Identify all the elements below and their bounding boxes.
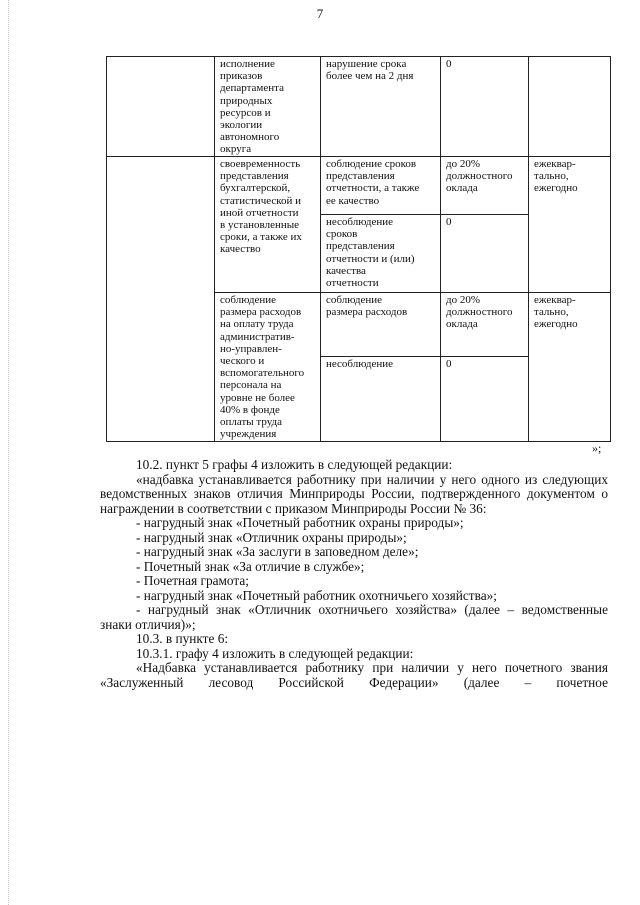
table-row [107,157,611,215]
table-cell: до 20% должностного оклада [441,293,529,357]
table-closing-mark: »; [592,441,602,455]
table-cell [529,57,611,157]
table-cell: 0 [441,57,529,157]
table-cell: несоблюдение [321,357,441,442]
list-item: - нагрудный знак «За заслуги в заповедном деле»; [136,544,419,559]
list-item: - нагрудный знак «Почетный работник охраны природы»; [136,515,464,530]
list-item: - нагрудный знак «Отличник охраны природы»; [136,529,407,545]
list-item: - нагрудный знак «Почетный работник охотничьего хозяйства»; [136,587,497,603]
list-item: - нагрудный знак «Отличник охотничьего хозяйства» (далее – ведомственные знаки отличия)»; [100,602,608,632]
table-cell: соблюдение сроков представления отчетности, а также ее качество [321,157,441,215]
table-cell: нарушение срока более чем на 2 дня [321,57,441,157]
table-cell: 0 [441,357,529,442]
list-item: - Почетная грамота; [136,573,249,588]
page-number: 7 [316,6,324,21]
table-cell: соблюдение размера расходов на оплату труда административ- но-управлен- ческого и вспомогательного персонала на уровне не более 40% в фонде оплаты труда учреждения [215,293,321,442]
paragraph: «надбавка устанавливается работнику при наличии у него одного из следующих ведомственных знаков отличия Минприроды России, подтвержденного документом о награждении в соответствии с приказом Минприроды России № 36: [100,471,608,516]
paragraph: 10.2. пункт 5 графы 4 изложить в следующей редакции: [136,457,453,472]
table-cell: до 20% должностного оклада [441,157,529,215]
paragraph: 10.3. в пункте 6: [136,631,229,646]
table-cell [107,157,215,442]
table-cell: ежеквар- тально, ежегодно [529,157,611,293]
list-item: - Почетный знак «За отличие в службе»; [136,558,365,574]
paragraph: 10.3.1. графу 4 изложить в следующей редакции: [136,645,414,661]
scan-margin-line [8,0,10,905]
table-cell: исполнение приказов департамента природных ресурсов и экологии автономного округа [215,57,321,157]
table-cell [107,57,215,157]
table-cell: своевременность представления бухгалтерской, статистической и иной отчетности в установленные сроки, а также их качество [215,157,321,293]
criteria-table [106,56,611,442]
table-cell: 0 [441,215,529,293]
paragraph: «Надбавка устанавливается работнику при наличии у него почетного звания «Заслуженный лесовод Российской Федерации» (далее – почетное [100,660,608,690]
document-body [100,458,608,690]
table-cell: соблюдение размера расходов [321,293,441,357]
table-cell: несоблюдение сроков представления отчетности и (или) качества отчетности [321,215,441,293]
table-row [107,57,611,157]
table-cell: ежеквар- тально, ежегодно [529,293,611,442]
